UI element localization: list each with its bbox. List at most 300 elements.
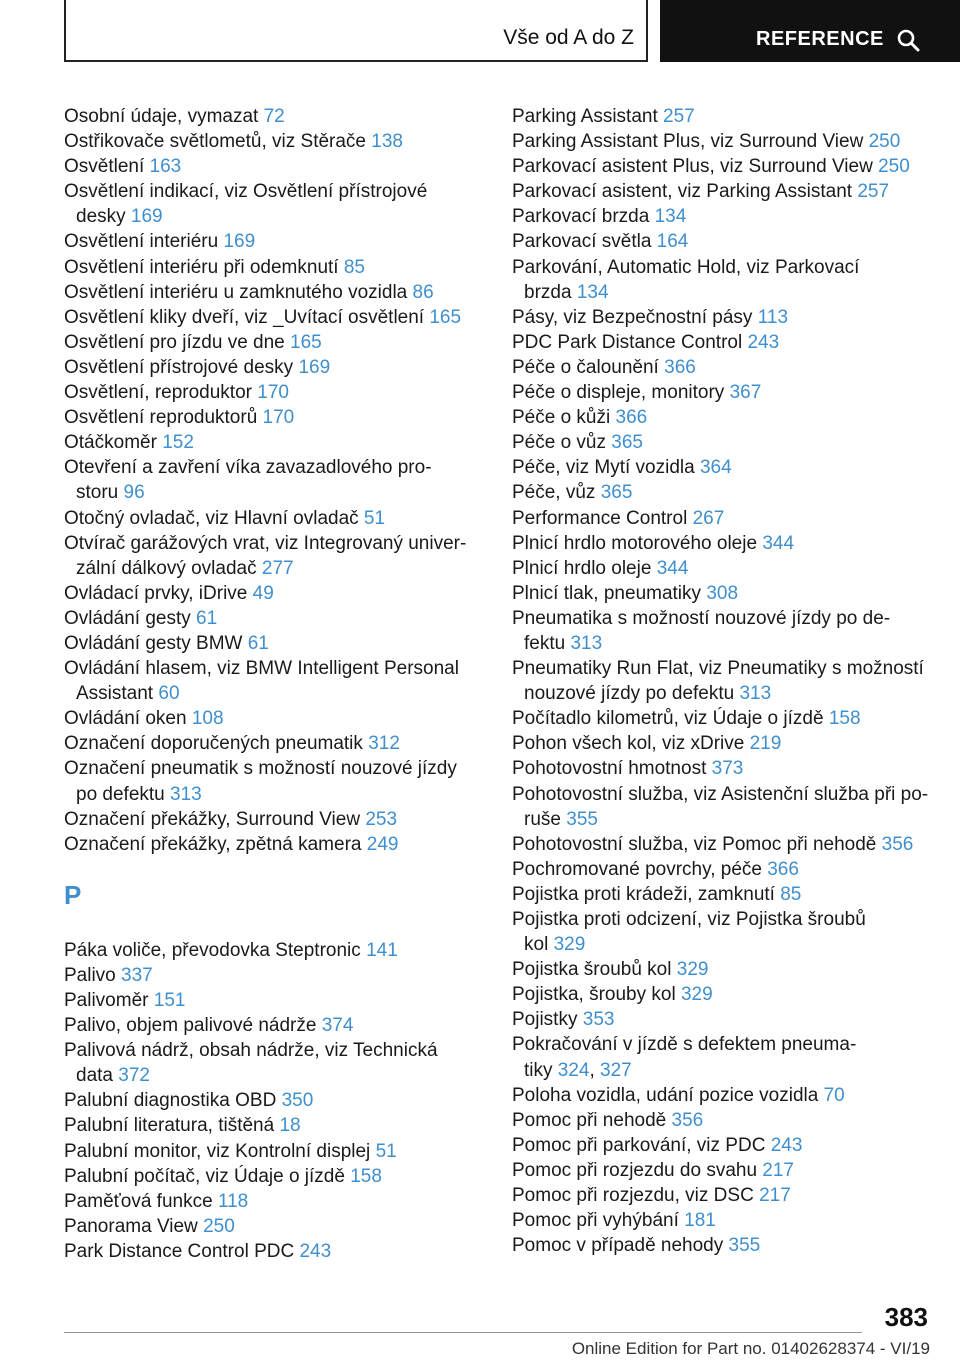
index-entry-line [64, 480, 484, 505]
index-entry [64, 129, 484, 154]
index-entry-text: Parkovací brzda [512, 206, 655, 228]
index-entry-text: Počítadlo kilometrů, viz Údaje o jízdě [512, 708, 829, 730]
page-reference-link[interactable]: 366 [664, 356, 696, 378]
page-reference-link[interactable]: 367 [729, 382, 762, 404]
index-entry-text: nouzové jízdy po defektu [524, 683, 740, 705]
index-entry [512, 1108, 942, 1133]
index-entry-text: po defektu [76, 783, 171, 805]
page-reference-link[interactable]: 327 [600, 1059, 632, 1081]
index-entry-line [64, 782, 484, 807]
index-entry-text: Paměťová funkce [64, 1190, 218, 1212]
index-entry [512, 756, 942, 781]
index-entry-line [64, 807, 484, 832]
index-entry-line [512, 430, 942, 455]
page-reference-link[interactable]: 374 [321, 1015, 354, 1037]
index-entry-text: Péče o vůz [512, 432, 612, 454]
page-reference-link[interactable]: 329 [553, 934, 586, 956]
index-entry-line [64, 1189, 484, 1214]
index-entry-text: Pojistka, šrouby kol [512, 984, 681, 1006]
index-entry-text: Péče o čalounění [512, 356, 665, 378]
index-entry [512, 656, 942, 706]
index-entry [64, 506, 484, 531]
page-reference-link[interactable]: 181 [684, 1210, 716, 1232]
index-entry [512, 355, 942, 380]
page-reference-link[interactable]: 324 [557, 1059, 590, 1081]
index-entry-text: Ostřikovače světlometů, viz Stěrače [64, 131, 372, 153]
index-entry [512, 104, 942, 129]
index-entry [64, 355, 484, 380]
page-reference-link[interactable]: 219 [749, 733, 782, 755]
index-entry-text: Osvětlení, reproduktor [64, 382, 258, 404]
index-entry-text: Palubní počítač, viz Údaje o jízdě [64, 1165, 351, 1187]
index-entry [64, 731, 484, 756]
index-group-p-left [64, 938, 484, 1264]
index-entry-line [64, 706, 484, 731]
index-entry-text: zální dálkový ovladač [76, 557, 262, 579]
page-reference-link[interactable]: 313 [570, 632, 603, 654]
index-entry-text: Pohotovostní služba, viz Pomoc při nehodě [512, 833, 882, 855]
index-entry-text: Palivoměr [64, 990, 154, 1011]
index-entry-line [64, 656, 484, 681]
index-entry-line [512, 1032, 942, 1057]
index-entry [512, 907, 942, 957]
index-entry-line [64, 455, 484, 480]
page-reference-link[interactable]: 217 [759, 1185, 791, 1207]
page-reference-link[interactable]: 344 [656, 557, 689, 579]
index-entry-text: Osvětlení kliky dveří, viz _Uvítací osvětlení [64, 306, 430, 328]
page-reference-link[interactable]: 158 [350, 1165, 382, 1187]
page-reference-link[interactable]: 169 [130, 206, 163, 228]
index-entry [512, 1083, 942, 1108]
index-entry-text: Poloha vozidla, udání pozice vozidla [512, 1084, 824, 1106]
index-entry-line [512, 1083, 942, 1108]
index-entry-text: Ovládání gesty [64, 607, 197, 629]
page-reference-link[interactable]: 138 [371, 131, 403, 153]
index-entry-text: PDC Park Distance Control [512, 331, 748, 353]
index-entry-text: Palubní diagnostika OBD [64, 1090, 282, 1112]
index-entry-text: Palivová nádrž, obsah nádrže, viz Technická [64, 1040, 438, 1062]
index-entry [64, 1164, 484, 1189]
page-reference-link[interactable]: 51 [375, 1140, 397, 1162]
index-entry-line [512, 1108, 942, 1133]
page-reference-link[interactable]: 169 [223, 231, 256, 253]
index-entry-text: Označení překážky, Surround View [64, 808, 366, 830]
index-entry-text: Osvětlení reproduktorů [64, 407, 263, 429]
page-reference-link[interactable]: 118 [217, 1190, 249, 1212]
page-reference-link[interactable]: 85 [343, 256, 365, 278]
page-reference-link[interactable]: 152 [162, 432, 194, 454]
index-entry [512, 706, 942, 731]
index-entry [64, 229, 484, 254]
index-entry-text: Pojistka proti krádeži, zamknutí [512, 883, 781, 905]
index-entry [64, 807, 484, 832]
index-entry [64, 706, 484, 731]
index-entry [64, 581, 484, 606]
index-entry [64, 1239, 484, 1264]
index-entry [512, 1007, 942, 1032]
index-entry-text: Plnicí hrdlo oleje [512, 557, 657, 579]
index-entry-text: Osvětlení [64, 156, 150, 178]
page-reference-link[interactable]: 151 [153, 990, 186, 1011]
index-entry-text: Osobní údaje, vymazat [64, 106, 264, 127]
index-entry-line [64, 832, 484, 857]
page-reference-link[interactable]: 312 [368, 733, 400, 755]
index-entry [512, 430, 942, 455]
index-entry-line [64, 1214, 484, 1239]
index-entry [512, 857, 942, 882]
index-entry [512, 1158, 942, 1183]
index-entry-line [64, 988, 484, 1013]
index-entry-text: Pojistky [512, 1009, 583, 1031]
index-entry-line [512, 1233, 942, 1258]
page-reference-link[interactable]: 372 [118, 1065, 150, 1087]
index-entry-line [512, 506, 942, 531]
page-number: 383 [884, 1302, 928, 1332]
index-entry [512, 229, 942, 254]
page-reference-link[interactable]: 61 [247, 632, 269, 654]
index-entry-text: Pochromované povrchy, péče [512, 858, 768, 880]
index-entry-line [512, 154, 942, 179]
index-entry-text: Palivo, objem palivové nádrže [64, 1015, 322, 1037]
index-entry-text: Ovládání gesty BMW [64, 632, 248, 654]
index-entry-text: Osvětlení interiéru při odemknutí [64, 256, 344, 278]
index-entry [64, 1189, 484, 1214]
index-entry-text: Parking Assistant [512, 106, 664, 127]
index-entry-text: Palivo [64, 964, 122, 986]
index-entry [512, 204, 942, 229]
index-entry-line [64, 963, 484, 988]
index-entry-line [64, 1113, 484, 1138]
index-entry-line [512, 1183, 942, 1208]
page-reference-link[interactable]: 308 [706, 582, 739, 604]
page-reference-link[interactable]: 366 [615, 407, 648, 429]
index-entry-text: Palubní literatura, tištěná [64, 1115, 280, 1137]
page-reference-link[interactable]: 217 [762, 1159, 794, 1181]
index-entry-text: Ovládání oken [64, 708, 192, 730]
index-entry-text: Otáčkoměr [64, 432, 163, 454]
index-column-right [512, 104, 942, 1258]
page-reference-link[interactable]: 49 [252, 582, 274, 604]
page-reference-link[interactable]: 86 [412, 281, 434, 303]
index-entry-line [512, 104, 942, 129]
index-entry-line [512, 305, 942, 330]
index-entry-line [64, 330, 484, 355]
index-entry-line [64, 606, 484, 631]
index-entry [512, 782, 942, 832]
index-entry [64, 380, 484, 405]
index-entry-line [64, 380, 484, 405]
page-reference-link[interactable]: 366 [767, 858, 799, 880]
index-entry-line [64, 204, 484, 229]
index-entry-line [512, 380, 942, 405]
page-reference-link[interactable]: 373 [711, 758, 744, 780]
page-reference-link[interactable]: 329 [680, 984, 713, 1006]
page-reference-link[interactable]: 355 [566, 808, 598, 830]
index-entry [64, 1139, 484, 1164]
page-reference-link[interactable]: 313 [170, 783, 202, 805]
index-entry-line [512, 807, 942, 832]
index-entry [64, 1038, 484, 1088]
index-entry-text: Pneumatiky Run Flat, viz Pneumatiky s možností [512, 658, 924, 680]
index-entry-text: data [76, 1065, 119, 1087]
page-reference-link[interactable]: 165 [290, 331, 322, 353]
index-entry-text: Parkovací světla [512, 231, 657, 253]
page-reference-link[interactable]: 61 [196, 607, 218, 629]
page-reference-link[interactable]: 267 [692, 507, 725, 529]
page-reference-link[interactable]: 158 [828, 708, 861, 730]
page-reference-link[interactable]: 355 [728, 1235, 761, 1257]
page-reference-link[interactable]: 51 [363, 507, 386, 529]
index-entry-text: Označení překážky, zpětná kamera [64, 833, 367, 855]
index-entry-line [512, 882, 942, 907]
index-entry-line [512, 1208, 942, 1233]
index-entry-line [64, 938, 484, 963]
index-entry-line [512, 756, 942, 781]
page-reference-link[interactable]: 313 [739, 683, 772, 705]
index-entry-text: brzda [524, 281, 577, 303]
page-reference-link[interactable]: 169 [298, 356, 331, 378]
page-reference-link[interactable]: 277 [261, 557, 294, 579]
page-reference-link[interactable]: 85 [780, 883, 802, 905]
index-entry-text: Péče o displeje, monitory [512, 382, 730, 404]
index-entry-text: Pneumatika s možností nouzové jízdy po de‐ [512, 607, 891, 629]
index-entry-text: Pohotovostní hmotnost [512, 758, 712, 780]
header-section-tab [64, 0, 648, 62]
index-entry [64, 756, 484, 806]
page-reference-link[interactable]: 18 [279, 1115, 301, 1137]
index-entry-line [64, 405, 484, 430]
header-section-title: Vše od A do Z [503, 26, 634, 49]
index-entry [512, 832, 942, 857]
index-entry-line [512, 907, 942, 932]
page-reference-link[interactable]: 72 [263, 106, 285, 127]
index-entry [64, 963, 484, 988]
page-reference-link[interactable]: 243 [299, 1240, 332, 1262]
page-reference-link[interactable]: 364 [699, 457, 732, 479]
page-reference-link[interactable]: 163 [149, 156, 182, 178]
index-entry-line [64, 556, 484, 581]
index-entry-text: Pokračování v jízdě s defektem pneuma‐ [512, 1034, 857, 1056]
index-group-o [64, 104, 484, 857]
index-entry [64, 1214, 484, 1239]
index-entry-text: desky [76, 206, 131, 228]
index-entry [64, 405, 484, 430]
index-group-p-right [512, 104, 942, 1258]
page-reference-link[interactable]: 350 [281, 1090, 314, 1112]
index-entry-text: Parkovací asistent Plus, viz Surround View [512, 156, 879, 178]
index-entry-line [64, 756, 484, 781]
page-reference-link[interactable]: 356 [671, 1109, 704, 1131]
index-entry-text: fektu [524, 632, 571, 654]
page-reference-link[interactable]: 134 [654, 206, 687, 228]
page-reference-link[interactable]: 329 [676, 959, 709, 981]
index-entry-text: Parkování, Automatic Hold, viz Parkovací [512, 256, 860, 278]
index-entry [512, 480, 942, 505]
index-entry [512, 957, 942, 982]
page-reference-link[interactable]: 165 [429, 306, 462, 328]
page-reference-link[interactable]: 249 [366, 833, 399, 855]
index-entry-text: Označení doporučených pneumatik [64, 733, 369, 755]
index-entry-line [64, 1139, 484, 1164]
index-entry [64, 606, 484, 631]
index-entry [512, 581, 942, 606]
index-entry [64, 531, 484, 581]
index-entry-text: Otevření a zavření víka zavazadlového pro‐ [64, 457, 432, 479]
index-entry-line [512, 581, 942, 606]
index-entry [64, 1113, 484, 1138]
page-reference-link[interactable]: 250 [203, 1215, 235, 1237]
index-entry [64, 305, 484, 330]
index-entry-text: Plnicí tlak, pneumatiky [512, 582, 707, 604]
index-entry-text: Panorama View [64, 1215, 204, 1237]
page-reference-link[interactable]: 60 [158, 683, 180, 705]
index-entry-line [64, 129, 484, 154]
index-entry-text: Pojistka šroubů kol [512, 959, 677, 981]
page-reference-link[interactable]: 257 [857, 181, 890, 203]
index-entry [512, 255, 942, 305]
index-entry [64, 179, 484, 229]
index-entry-text: Pohotovostní služba, viz Asistenční služba při po‐ [512, 783, 929, 805]
index-entry-line [64, 1239, 484, 1264]
page-reference-link[interactable]: 356 [881, 833, 914, 855]
index-entry-line [512, 355, 942, 380]
index-entry-line [512, 957, 942, 982]
index-column-left [64, 104, 484, 1264]
page-reference-link[interactable]: 337 [121, 964, 153, 986]
index-entry-text: Osvětlení přístrojové desky [64, 356, 299, 378]
index-entry-text: storu [76, 482, 124, 504]
page-reference-link[interactable]: 96 [123, 482, 145, 504]
index-entry-line [64, 280, 484, 305]
index-entry-line [64, 631, 484, 656]
index-entry-line [512, 982, 942, 1007]
page-reference-link[interactable]: 365 [611, 432, 643, 454]
index-entry-line [64, 531, 484, 556]
index-entry-line: tiky 324, 327 [524, 1059, 632, 1081]
page-reference-link[interactable]: 250 [868, 131, 901, 153]
index-entry-text: Péče, viz Mytí vozidla [512, 457, 700, 479]
index-entry-line [64, 305, 484, 330]
index-entry-line [64, 681, 484, 706]
index-entry-line [512, 480, 942, 505]
page-reference-link[interactable]: 257 [663, 106, 695, 127]
footer-edition: Online Edition for Part no. 01402628374 - VI/19 [571, 1339, 930, 1358]
index-entry-line [512, 932, 942, 957]
index-entry-text: Pásy, viz Bezpečnostní pásy [512, 306, 758, 328]
index-entry-line [512, 832, 942, 857]
index-entry-line [512, 606, 942, 631]
index-entry [512, 1208, 942, 1233]
index-entry [512, 882, 942, 907]
index-entry [512, 1183, 942, 1208]
page-reference-link[interactable]: 253 [365, 808, 398, 830]
index-entry [512, 506, 942, 531]
page-reference-link[interactable]: 365 [600, 482, 633, 504]
index-entry-text: Pomoc v případě nehody [512, 1235, 729, 1257]
page-reference-link[interactable]: 141 [366, 939, 398, 961]
index-entry-text: Pohon všech kol, viz xDrive [512, 733, 750, 755]
index-entry [64, 280, 484, 305]
index-entry-text: Páka voliče, převodovka Steptronic [64, 939, 367, 961]
index-entry-line [64, 506, 484, 531]
index-entry-line [512, 1133, 942, 1158]
index-entry-text: Osvětlení interiéru u zamknutého vozidla [64, 281, 413, 303]
index-entry [64, 104, 484, 129]
index-entry [512, 179, 942, 204]
page-reference-link[interactable]: 70 [823, 1084, 845, 1106]
search-icon [896, 28, 920, 52]
index-entry-text: Otvírač garážových vrat, viz Integrovaný univer‐ [64, 532, 467, 554]
page-reference-link[interactable]: 344 [762, 532, 795, 554]
index-entry [64, 1013, 484, 1038]
page-reference-link[interactable]: 250 [878, 156, 910, 178]
index-entry [512, 1233, 942, 1258]
index-entry [512, 405, 942, 430]
index-entry-text: Parkovací asistent, viz Parking Assistant [512, 181, 858, 203]
index-entry-line [512, 1158, 942, 1183]
index-entry [64, 988, 484, 1013]
index-entry [512, 1032, 942, 1082]
index-entry-line [512, 857, 942, 882]
page-reference-link[interactable]: 170 [257, 382, 289, 404]
index-entry-line [64, 731, 484, 756]
index-entry-text: Péče o kůži [512, 407, 616, 429]
page-reference-link[interactable]: 164 [656, 231, 689, 253]
page-reference-link[interactable]: 108 [191, 708, 224, 730]
index-entry-text: Pojistka proti odcizení, viz Pojistka šroubů [512, 909, 866, 930]
index-entry-text: Plnicí hrdlo motorového oleje [512, 532, 763, 554]
index-entry-line [512, 631, 942, 656]
page-reference-link[interactable]: 113 [757, 306, 789, 328]
index-entry [512, 531, 942, 556]
index-entry [512, 154, 942, 179]
page-reference-link[interactable]: 353 [582, 1009, 615, 1031]
index-entry [512, 330, 942, 355]
index-entry-text: Označení pneumatik s možností nouzové jízdy [64, 758, 457, 780]
index-entry-line [512, 255, 942, 280]
index-entry-line [64, 581, 484, 606]
index-entry-text: Performance Control [512, 507, 693, 529]
index-entry-line [512, 179, 942, 204]
index-entry-text: Ovládání hlasem, viz BMW Intelligent Personal [64, 658, 459, 680]
index-entry [64, 455, 484, 505]
index-entry-line [512, 229, 942, 254]
index-entry-line [512, 706, 942, 731]
footer-rule [64, 1332, 862, 1333]
index-entry-text: Park Distance Control PDC [64, 1240, 300, 1262]
index-entry-text: Osvětlení indikací, viz Osvětlení přístrojové [64, 181, 428, 203]
index-entry-line [64, 430, 484, 455]
index-entry [64, 1088, 484, 1113]
index-entry-line [64, 255, 484, 280]
index-entry [512, 305, 942, 330]
index-entry-line [64, 1013, 484, 1038]
page-reference-link[interactable]: 243 [747, 331, 780, 353]
header-reference-tab [660, 0, 960, 62]
header-reference-label: REFERENCE [756, 28, 884, 50]
index-entry-text: tiky [524, 1059, 558, 1081]
index-entry-line [64, 179, 484, 204]
page-reference-link[interactable]: 243 [770, 1134, 803, 1156]
index-entry-text: Pomoc při rozjezdu do svahu [512, 1159, 763, 1181]
index-entry-text: ruše [524, 808, 567, 830]
index-entry-text: kol [524, 934, 554, 956]
index-entry [512, 1133, 942, 1158]
page-reference-link[interactable]: 134 [576, 281, 609, 303]
page-reference-link[interactable]: 170 [262, 407, 295, 429]
index-entry-line [64, 154, 484, 179]
index-entry-line [512, 782, 942, 807]
